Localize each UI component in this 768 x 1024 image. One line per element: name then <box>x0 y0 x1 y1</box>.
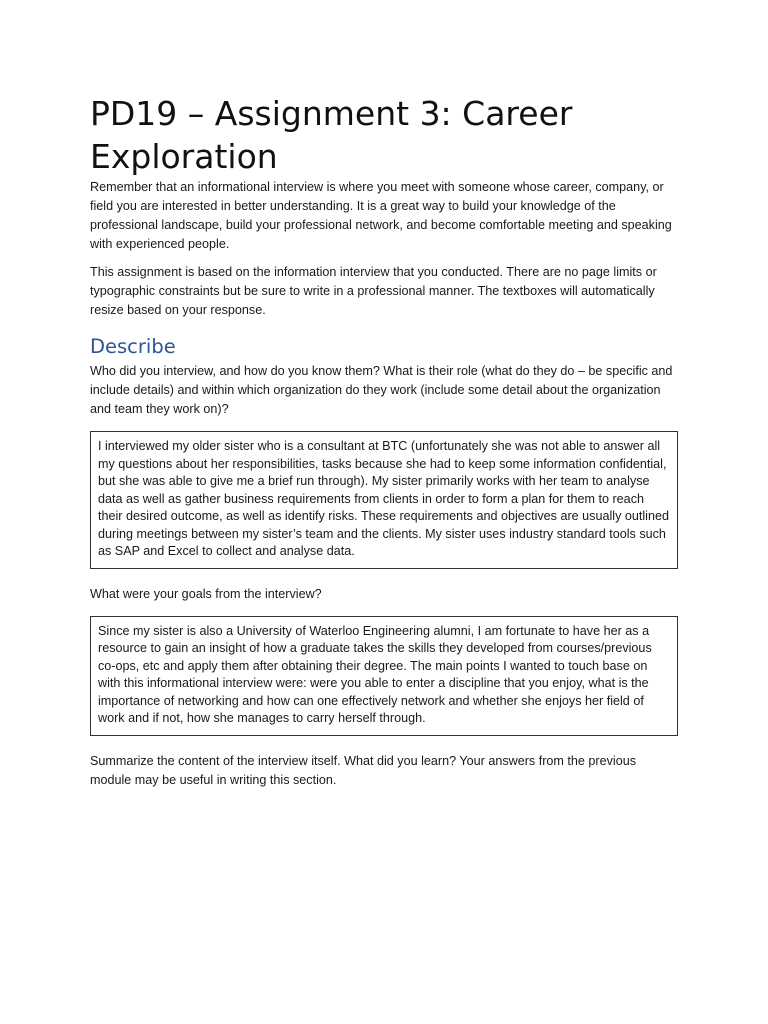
intro-paragraph: Remember that an informational interview is where you meet with someone whose career, company, or field you are interested in better understanding. It is a great way to build your knowledge of the professional landscape, build your professional network, and become comfortable meeting and speaking with experienced people. <box>90 180 672 251</box>
question-prompt-2: What were your goals from the interview? <box>90 586 322 601</box>
document-title: PD19 – Assignment 3: Career Exploration <box>90 94 573 176</box>
answer-text-1: I interviewed my older sister who is a consultant at BTC (unfortunately she was not able to answer all my questions about her responsibilities, tasks because she had to keep some information confidential, but she was able to give me a brief run through). My sister primarily works with her team to analyse data as well as gather business requirements from clients in order to form a plan for them to reach their desired outcome, as well as identify risks. These requirements and objectives are usually outlined during meetings between my sister’s team and the clients. My sister uses industry standard tools such as SAP and Excel to collect and analyse data. <box>98 439 669 558</box>
section-heading-describe: Describe <box>90 335 176 358</box>
answer-text-2: Since my sister is also a University of Waterloo Engineering alumni, I am fortunate to have her as a resource to gain an insight of how a graduate takes the skills they developed from courses/previous co-ops, etc and apply them after obtaining their degree. The main points I wanted to touch base on with this informational interview were: were you able to enter a discipline that you enjoy, what is the importance of networking and how can one effectively network and whether she enjoys her field of work and if not, how she manages to carry herself through. <box>98 623 652 725</box>
answer-textbox-2[interactable] <box>90 616 678 736</box>
document-page <box>90 92 678 790</box>
assignment-basis-paragraph: This assignment is based on the information interview that you conducted. There are no page limits or typographic constraints but be sure to write in a professional manner. The textboxes will automatically resize based on your response. <box>90 265 657 317</box>
question-prompt-1: Who did you interview, and how do you know them? What is their role (what do they do – be specific and include details) and within which organization do they work (include some detail about the organization and team they work on)? <box>90 364 673 416</box>
answer-textbox-1[interactable] <box>90 431 678 569</box>
question-prompt-3: Summarize the content of the interview itself. What did you learn? Your answers from the previous module may be useful in writing this section. <box>90 753 637 787</box>
